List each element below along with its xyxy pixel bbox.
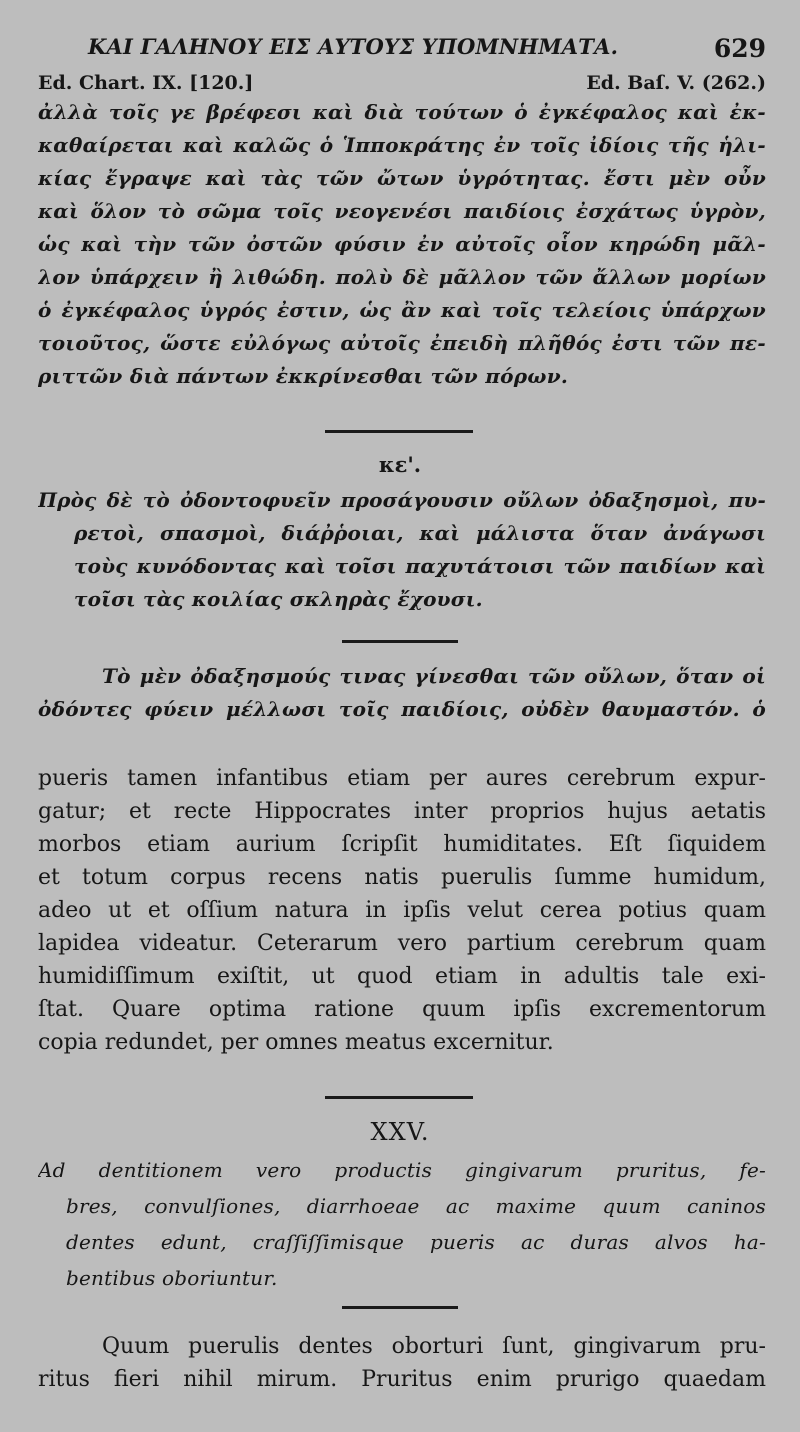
text-line: copia redundet, per omnes meatus excernitur. <box>38 1030 554 1055</box>
text-line: ρετοὶ, σπασμοὶ, διάῤῥοιαι, καὶ μάλιστα ὅταν ἀνάγωσι <box>74 521 766 545</box>
edition-reference-left: Ed. Chart. IX. [120.] <box>38 72 254 94</box>
text-line: lapidea videatur. Ceterarum vero partium cerebrum quam <box>38 931 766 956</box>
text-line: καθαίρεται καὶ καλῶς ὁ Ἱπποκράτης ἐν τοῖς ἰδίοις τῆς ἡλι- <box>38 133 766 157</box>
text-line: pueris tamen infantibus etiam per aures cerebrum expur- <box>38 766 766 791</box>
text-line: λον ὑπάρχειν ἢ λιθώδη. πολὺ δὲ μᾶλλον τῶν ἄλλων μορίων <box>38 265 766 289</box>
text-line: morbos etiam aurium ſcripſit humiditates. Eſt ſiquidem <box>38 832 766 857</box>
latin-section-number: XXV. <box>370 1118 430 1146</box>
text-line: ritus fieri nihil mirum. Pruritus enim prurigo quaedam <box>38 1367 766 1392</box>
text-line: ριττῶν διὰ πάντων ἐκκρίνεσθαι τῶν πόρων. <box>38 364 569 388</box>
greek-section-number: κε'. <box>378 452 422 477</box>
text-line: et totum corpus recens natis puerulis ſumme humidum, <box>38 865 766 890</box>
greek-commentary-block <box>38 660 766 726</box>
text-line: humidiſſimum exiſtit, ut quod etiam in adultis tale exi- <box>38 964 766 989</box>
page-number: 629 <box>713 34 766 63</box>
section-divider <box>325 430 473 433</box>
text-line: bentibus oboriuntur. <box>66 1266 278 1290</box>
text-line: ſtat. Quare optima ratione quum ipſis excrementorum <box>38 997 766 1022</box>
text-line: Τὸ μὲν ὀδαξησμούς τινας γίνεσθαι τῶν οὔλων, ὅταν οἱ <box>102 664 766 688</box>
text-line: κίας ἔγραψε καὶ τὰς τῶν ὤτων ὑγρότητας. ἔστι μὲν οὖν <box>38 166 766 190</box>
section-divider <box>342 640 458 643</box>
text-line: Ad dentitionem vero productis gingivarum pruritus, fe- <box>38 1158 766 1182</box>
greek-text-block <box>38 96 766 393</box>
text-line: adeo ut et oſſium natura in ipſis velut cerea potius quam <box>38 898 766 923</box>
text-line: dentes edunt, craſſiſſimisque pueris ac duras alvos ha- <box>66 1230 766 1254</box>
edition-reference-right: Ed. Baſ. V. (262.) <box>586 72 766 94</box>
text-line: καὶ ὅλον τὸ σῶμα τοῖς νεογενέσι παιδίοις ἐσχάτως ὑγρὸν, <box>38 199 766 223</box>
latin-lemma-block <box>38 1152 766 1296</box>
latin-commentary-block <box>38 1330 766 1396</box>
text-line: Quum puerulis dentes oborturi ſunt, gingivarum pru- <box>102 1334 766 1359</box>
text-line: ὁ ἐγκέφαλος ὑγρός ἐστιν, ὡς ἂν καὶ τοῖς τελείοις ὑπάρχων <box>38 298 766 322</box>
greek-lemma-block <box>38 484 766 616</box>
text-line: ὀδόντες φύειν μέλλωσι τοῖς παιδίοις, οὐδὲν θαυμαστόν. ὁ <box>38 697 766 721</box>
section-divider <box>325 1096 473 1099</box>
text-line: τοὺς κυνόδοντας καὶ τοῖσι παχυτάτοισι τῶν παιδίων καὶ <box>74 554 766 578</box>
section-divider <box>342 1306 458 1309</box>
text-line: ἀλλὰ τοῖς γε βρέφεσι καὶ διὰ τούτων ὁ ἐγκέφαλος καὶ ἐκ- <box>38 100 766 124</box>
text-line: bres, convulſiones, diarrhoeae ac maxime quum caninos <box>66 1194 766 1218</box>
running-header-title: ΚΑΙ ΓΑΛΗΝΟΥ ΕΙΣ ΑΥΤΟΥΣ ΥΠΟΜΝΗΜΑΤΑ. <box>88 34 619 59</box>
text-line: Πρὸς δὲ τὸ ὀδοντοφυεῖν προσάγουσιν οὔλων ὀδαξησμοὶ, πυ- <box>38 488 766 512</box>
text-line: τοιοῦτος, ὥστε εὐλόγως αὐτοῖς ἐπειδὴ πλῆθός ἐστι τῶν πε- <box>38 331 766 355</box>
latin-text-block <box>38 762 766 1059</box>
text-line: τοῖσι τὰς κοιλίας σκληρὰς ἔχουσι. <box>74 587 483 611</box>
text-line: ὡς καὶ τὴν τῶν ὀστῶν φύσιν ἐν αὐτοῖς οἷον κηρώδη μᾶλ- <box>38 232 766 256</box>
text-line: gatur; et recte Hippocrates inter proprios hujus aetatis <box>38 799 766 824</box>
